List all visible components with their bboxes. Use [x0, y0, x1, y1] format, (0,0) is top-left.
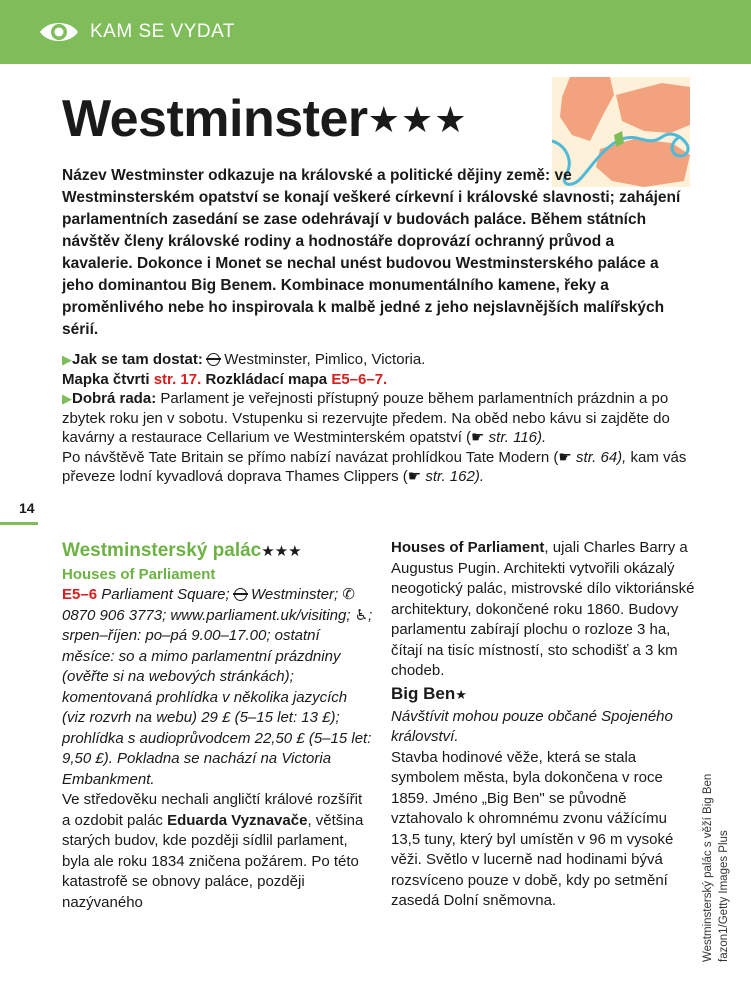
tip-ref[interactable]: str. 116).	[488, 429, 547, 446]
page-number: 14	[19, 500, 35, 516]
section-header	[0, 0, 751, 64]
map-label: Mapka čtvrti	[62, 370, 150, 388]
page-title	[62, 84, 467, 155]
palace-practical	[62, 585, 374, 790]
palace-bold-2: Houses of Parliament	[391, 539, 545, 556]
page-ref-icon: ☛	[558, 448, 572, 466]
palace-metro: Westminster;	[250, 586, 339, 603]
palace-map-ref: E5–6	[62, 586, 98, 603]
tate-ref-1[interactable]: str. 64),	[576, 448, 627, 466]
caption-credit: fazon1/Getty Images Plus	[718, 830, 730, 962]
palace-phone: 0870 906 3773; www.parliament.uk/visiting;	[62, 606, 351, 624]
foldout-label: Rozkládací mapa	[205, 370, 328, 388]
page-ref-icon: ☛	[471, 429, 485, 446]
palace-title: Westminsterský palác	[62, 540, 262, 561]
intro-paragraph: Název Westminster odkazuje na královské a politické dějiny země: ve Westminsterském opatství se konají veškeré církevní i královské slavnosti; zahájení parlamentních zasedání se zase odehrávají v budovách paláce. Během státních návštěv členy královské rodiny a hodnostáře doprovází ochranný průvod a kavalerie. Dokonce i Monet se nechal unést budovou Westminsterského paláce a jeho dominantou Big Benem. Kombinace monumentálního kamene, řeky a proměnlivého nebe ho inspirovala k malbě jedné z jeho nejslavnějších malířských sérií.	[62, 167, 681, 338]
palace-stars: ★★★	[261, 543, 302, 560]
map-page-link[interactable]: str. 17.	[153, 370, 202, 388]
phone-icon: ✆	[342, 586, 355, 603]
palace-text-3: , ujali Charles Barry a Augustus Pugin. Architekti vytvořili okázalý neogotický palác, mistrovské dílo viktoriánské architektury, dokončené roku 1860. Budovy parlamentu zabírají plochu o rozloze 3 ha, čítají na tisíc místností, sto schodišť a 3 km chodeb.	[391, 539, 695, 679]
bigben-heading	[391, 682, 696, 707]
tip	[62, 389, 702, 448]
underground-icon	[234, 588, 247, 601]
practical-info	[62, 350, 702, 487]
tate-note	[62, 448, 702, 487]
rating-stars: ★★★	[367, 99, 468, 140]
bigben-note: Návštívit mohou pouze občané Spojeného království.	[391, 707, 673, 745]
page-number-rule	[0, 522, 38, 525]
palace-description	[62, 790, 374, 913]
page-ref-icon: ☛	[407, 468, 422, 485]
triangle-bullet-icon: ▶	[62, 391, 72, 406]
photo-caption	[700, 682, 740, 962]
tate-ref-2[interactable]: str. 162).	[425, 468, 484, 485]
bigben-description: Stavba hodinové věže, která se stala symbolem města, byla dokončena v roce 1859. Jméno „Big Ben" se původně vztahovalo k ohromnému zvonu vážícímu 13,5 tuny, který byl umístěn v 96 m vysoké věži. Světlo v lucerně nad hodinami bývá rozsvíceno pouze v době, kdy po setmění zasedá Dolní sněmovna.	[391, 748, 674, 909]
tip-text: Parlament je veřejnosti přístupný pouze během parlamentních prázdnin a po zbytek roku jen v sobotu. Vstupenku si rezervujte předem. Na oběd nebo kávu si zajděte do kavárny a restaurace Cellarium ve Westminterském opatství (	[62, 390, 670, 446]
triangle-bullet-icon: ▶	[62, 352, 72, 367]
palace-text-2: , většina starých budov, kde později sídlil parlament, byla ale roku 1834 zničena požárem. Po této katastrofě se obnovy paláce, později nazývaného	[62, 811, 364, 911]
getting-there	[62, 350, 702, 370]
bigben-title: Big Ben	[391, 683, 456, 703]
wheelchair-icon: ♿	[354, 606, 369, 624]
bigben-stars: ★	[455, 686, 467, 702]
caption-title: Westminsterský palác s věží Big Ben	[702, 773, 714, 962]
getting-there-value: Westminster, Pimlico, Victoria.	[224, 351, 426, 368]
palace-section	[62, 538, 374, 913]
tate-text-2: kam vás převeze lodní kyvadlová doprava Thames Clippers (	[62, 448, 687, 485]
palace-bold-1: Eduarda Vyznavače	[167, 811, 308, 829]
palace-subtitle: Houses of Parliament	[62, 566, 216, 583]
getting-there-label: Jak se tam dostat:	[72, 351, 203, 368]
palace-description-cont	[391, 538, 696, 682]
section-label: KAM SE VYDAT	[90, 21, 236, 42]
tate-text-1: Po návštěvě Tate Britain se přímo nabízí navázat prohlídkou Tate Modern (	[62, 448, 559, 466]
palace-address: Parliament Square;	[101, 586, 230, 603]
foldout-ref: E5–6–7.	[331, 370, 388, 388]
palace-heading	[62, 538, 374, 565]
underground-icon	[207, 353, 220, 366]
palace-hours: ; srpen–říjen: po–pá 9.00–17.00; ostatní měsíce: so a mimo parlamentní prázdniny (ověřte si na webových stránkách); komentovaná prohlídka v několika jazycích (viz rozvrh na webu) 29 £ (5–15 let: 13 £); prohlídka s audioprůvodcem 22,50 £ (5–15 let: 9,50 £). Pokladna se nachází na Victoria Embankment.	[62, 606, 373, 788]
tip-label: Dobrá rada:	[72, 390, 157, 407]
palace-continued	[391, 538, 696, 912]
title-text: Westminster	[62, 90, 368, 148]
map-references	[62, 370, 702, 390]
eye-icon	[38, 18, 80, 46]
palace-text-1: Ve středověku nechali angličtí králové rozšířit a ozdobit palác	[62, 791, 363, 829]
